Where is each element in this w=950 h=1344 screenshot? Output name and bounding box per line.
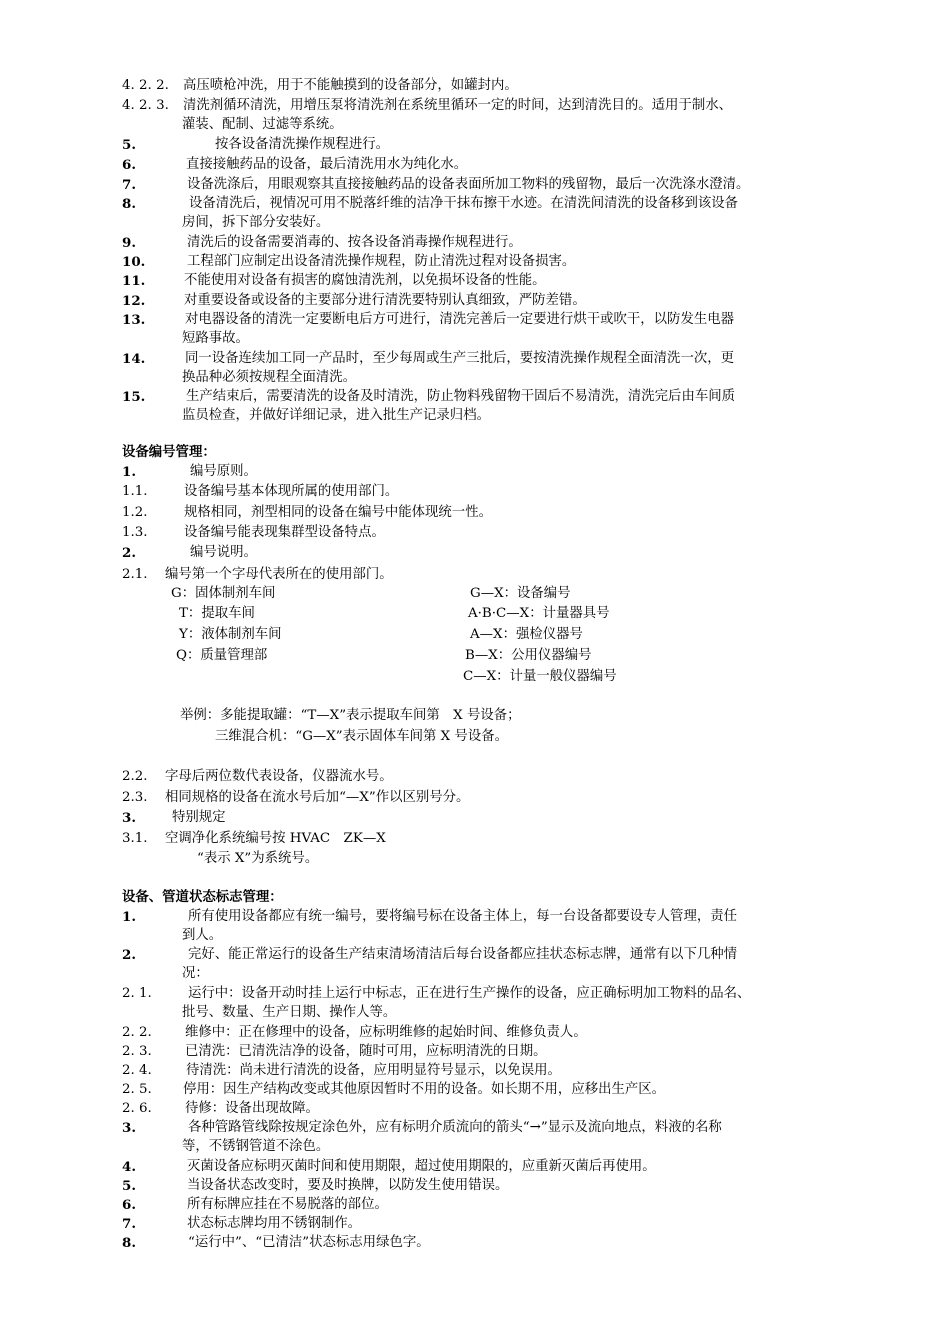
item-text-line: 高压喷枪冲洗，用于不能触摸到的设备部分，如罐封内。	[183, 78, 518, 93]
item-number: 2.1.	[122, 567, 148, 582]
item-number: 2.	[122, 545, 136, 561]
item-text-line: 按各设备清洗操作规程进行。	[215, 137, 390, 152]
item-text-line: 运行中：设备开动时挂上运行中标志，正在进行生产操作的设备，应正确标明加工物料的品名、	[188, 986, 751, 1001]
item-number: 3.	[122, 1120, 136, 1136]
item-text-line: 设备洗涤后，用眼观察其直接接触药品的设备表面所加工物料的残留物，最后一次洗涤水澄清。	[187, 177, 750, 192]
item-text: 设备编号能表现集群型设备特点。	[184, 525, 385, 540]
item-text-line: 房间，拆下部分安装好。	[182, 215, 330, 230]
code-instrument: A·B·C—X：计量器具号	[468, 606, 610, 621]
item-text-line: 设备清洗后，视情况可用不脱落纤维的洁净干抹布擦干水迹。在清洗间清洗的设备移到该设备	[189, 196, 739, 211]
item-text: 编号原则。	[190, 464, 257, 479]
item-number: 12.	[122, 293, 146, 309]
item-text-line: 到人。	[182, 928, 223, 943]
item-text: 编号说明。	[190, 545, 257, 560]
item-number: 7.	[122, 177, 136, 193]
item-text-line: 灭菌设备应标明灭菌时间和使用期限，超过使用期限的，应重新灭菌后再使用。	[187, 1159, 656, 1174]
code-instrument: G—X：设备编号	[470, 586, 571, 601]
item-number: 1.1.	[122, 484, 148, 499]
item-number: 1.	[122, 464, 136, 480]
item-text-line: 工程部门应制定出设备清洗操作规程，防止清洗过程对设备损害。	[187, 254, 576, 269]
item-text-line: 当设备状态改变时，要及时换牌，以防发生使用错误。	[187, 1178, 509, 1193]
code-department: T：提取车间	[179, 606, 255, 621]
code-department: Y：液体制剂车间	[179, 627, 282, 642]
item-number: 3.	[122, 810, 136, 826]
item-number: 10.	[122, 254, 146, 270]
item-number: 6.	[122, 157, 136, 173]
item-text-line: 批号、数量、生产日期、操作人等。	[182, 1005, 397, 1020]
item-text-line: 待清洗：尚未进行清洗的设备，应用明显符号显示，以免误用。	[186, 1063, 561, 1078]
item-text-line: 维修中：正在修理中的设备，应标明维修的起始时间、维修负责人。	[185, 1025, 587, 1040]
item-text-line: 所有标牌应挂在不易脱落的部位。	[187, 1197, 388, 1212]
item-text-line: 灌装、配制、过滤等系统。	[182, 117, 343, 132]
item-number: 14.	[122, 351, 146, 367]
item-number: 5.	[122, 1178, 136, 1194]
item-number: 15.	[122, 389, 146, 405]
item-number: 2.3.	[122, 790, 148, 805]
item-text-line: 所有使用设备都应有统一编号，要将编号标在设备主体上，每一台设备都要设专人管理，责任	[188, 909, 738, 924]
item-text-line: 清洗剂循环清洗，用增压泵将清洗剂在系统里循环一定的时间，达到清洗目的。适用于制水、	[183, 98, 733, 113]
system-number-note: “表示 X”为系统号。	[197, 851, 319, 866]
item-text: 特别规定	[172, 810, 226, 825]
item-text: 字母后两位数代表设备，仪器流水号。	[165, 769, 393, 784]
item-number: 4. 2. 3.	[122, 98, 169, 113]
item-number: 9.	[122, 235, 136, 251]
item-number: 6.	[122, 1197, 136, 1213]
item-number: 13.	[122, 312, 146, 328]
code-instrument: B—X：公用仪器编号	[465, 648, 592, 663]
code-instrument: A—X：强检仪器号	[470, 627, 583, 642]
item-text-line: 待修：设备出现故障。	[185, 1101, 319, 1116]
item-number: 3.1.	[122, 831, 148, 846]
item-text-line: 各种管路管线除按规定涂色外，应有标明介质流向的箭头“→”显示及流向地点，料液的名称	[188, 1120, 722, 1135]
item-number: 5.	[122, 137, 136, 153]
item-number: 2. 5.	[122, 1082, 152, 1097]
item-text-line: 已清洗：已清洗洁净的设备，随时可用，应标明清洗的日期。	[185, 1044, 547, 1059]
item-number: 1.2.	[122, 505, 148, 520]
item-number: 1.	[122, 909, 136, 925]
example-line-2: 三维混合机：“G—X”表示固体车间第 X 号设备。	[215, 729, 508, 744]
code-department: Q：质量管理部	[176, 648, 268, 663]
item-text-line: 短路事故。	[182, 331, 249, 346]
example-line-1: 举例：多能提取罐：“T—X”表示提取车间第 X 号设备；	[180, 708, 521, 723]
item-text-line: “运行中”、“已清洁”状态标志用绿色字。	[188, 1235, 430, 1250]
item-number: 4.	[122, 1159, 136, 1175]
item-text-line: 况：	[182, 966, 209, 981]
item-text-line: 完好、能正常运行的设备生产结束清场清洁后每台设备都应挂状态标志牌，通常有以下几种情	[188, 947, 738, 962]
item-text-line: 不能使用对设备有损害的腐蚀清洗剂，以免损坏设备的性能。	[184, 273, 546, 288]
item-number: 2. 3.	[122, 1044, 152, 1059]
item-text-line: 对电器设备的清洗一定要断电后方可进行，清洗完善后一定要进行烘干或吹干，以防发生电器	[185, 312, 735, 327]
item-text-line: 状态标志牌均用不锈钢制作。	[187, 1216, 362, 1231]
item-number: 2.	[122, 947, 136, 963]
item-number: 4. 2. 2.	[122, 78, 169, 93]
item-text: 相同规格的设备在流水号后加“—X”作以区别号分。	[165, 790, 470, 805]
item-number: 11.	[122, 273, 146, 289]
item-text-line: 监员检查，并做好详细记录，进入批生产记录归档。	[182, 408, 490, 423]
item-number: 8.	[122, 196, 136, 212]
item-number: 2. 2.	[122, 1025, 152, 1040]
item-number: 2. 1.	[122, 986, 152, 1001]
item-number: 1.3.	[122, 525, 148, 540]
item-text: 空调净化系统编号按 HVAC ZK—X	[165, 831, 386, 846]
item-text-line: 生产结束后，需要清洗的设备及时清洗，防止物料残留物干固后不易清洗，清洗完后由车间质	[186, 389, 736, 404]
item-text-line: 停用：因生产结构改变或其他原因暂时不用的设备。如长期不用，应移出生产区。	[183, 1082, 666, 1097]
item-text-line: 换品种必须按规程全面清洗。	[182, 370, 357, 385]
item-text-line: 直接接触药品的设备，最后清洗用水为纯化水。	[186, 157, 468, 172]
item-text-line: 同一设备连续加工同一产品时，至少每周或生产三批后，要按清洗操作规程全面清洗一次，更	[185, 351, 735, 366]
code-department: G：固体制剂车间	[171, 586, 276, 601]
item-number: 2.2.	[122, 769, 148, 784]
item-text-line: 清洗后的设备需要消毒的、按各设备消毒操作规程进行。	[187, 235, 522, 250]
heading-equipment-numbering: 设备编号管理：	[122, 444, 216, 460]
item-text: 编号第一个字母代表所在的使用部门。	[165, 567, 393, 582]
heading-status-labels: 设备、管道状态标志管理：	[122, 889, 283, 905]
item-text: 设备编号基本体现所属的使用部门。	[184, 484, 399, 499]
item-number: 8.	[122, 1235, 136, 1251]
item-text-line: 对重要设备或设备的主要部分进行清洗要特别认真细致，严防差错。	[184, 293, 586, 308]
item-number: 2. 4.	[122, 1063, 152, 1078]
item-number: 7.	[122, 1216, 136, 1232]
code-instrument: C—X：计量一般仪器编号	[463, 669, 617, 684]
item-text: 规格相同，剂型相同的设备在编号中能体现统一性。	[184, 505, 492, 520]
item-text-line: 等，不锈钢管道不涂色。	[182, 1139, 330, 1154]
item-number: 2. 6.	[122, 1101, 152, 1116]
